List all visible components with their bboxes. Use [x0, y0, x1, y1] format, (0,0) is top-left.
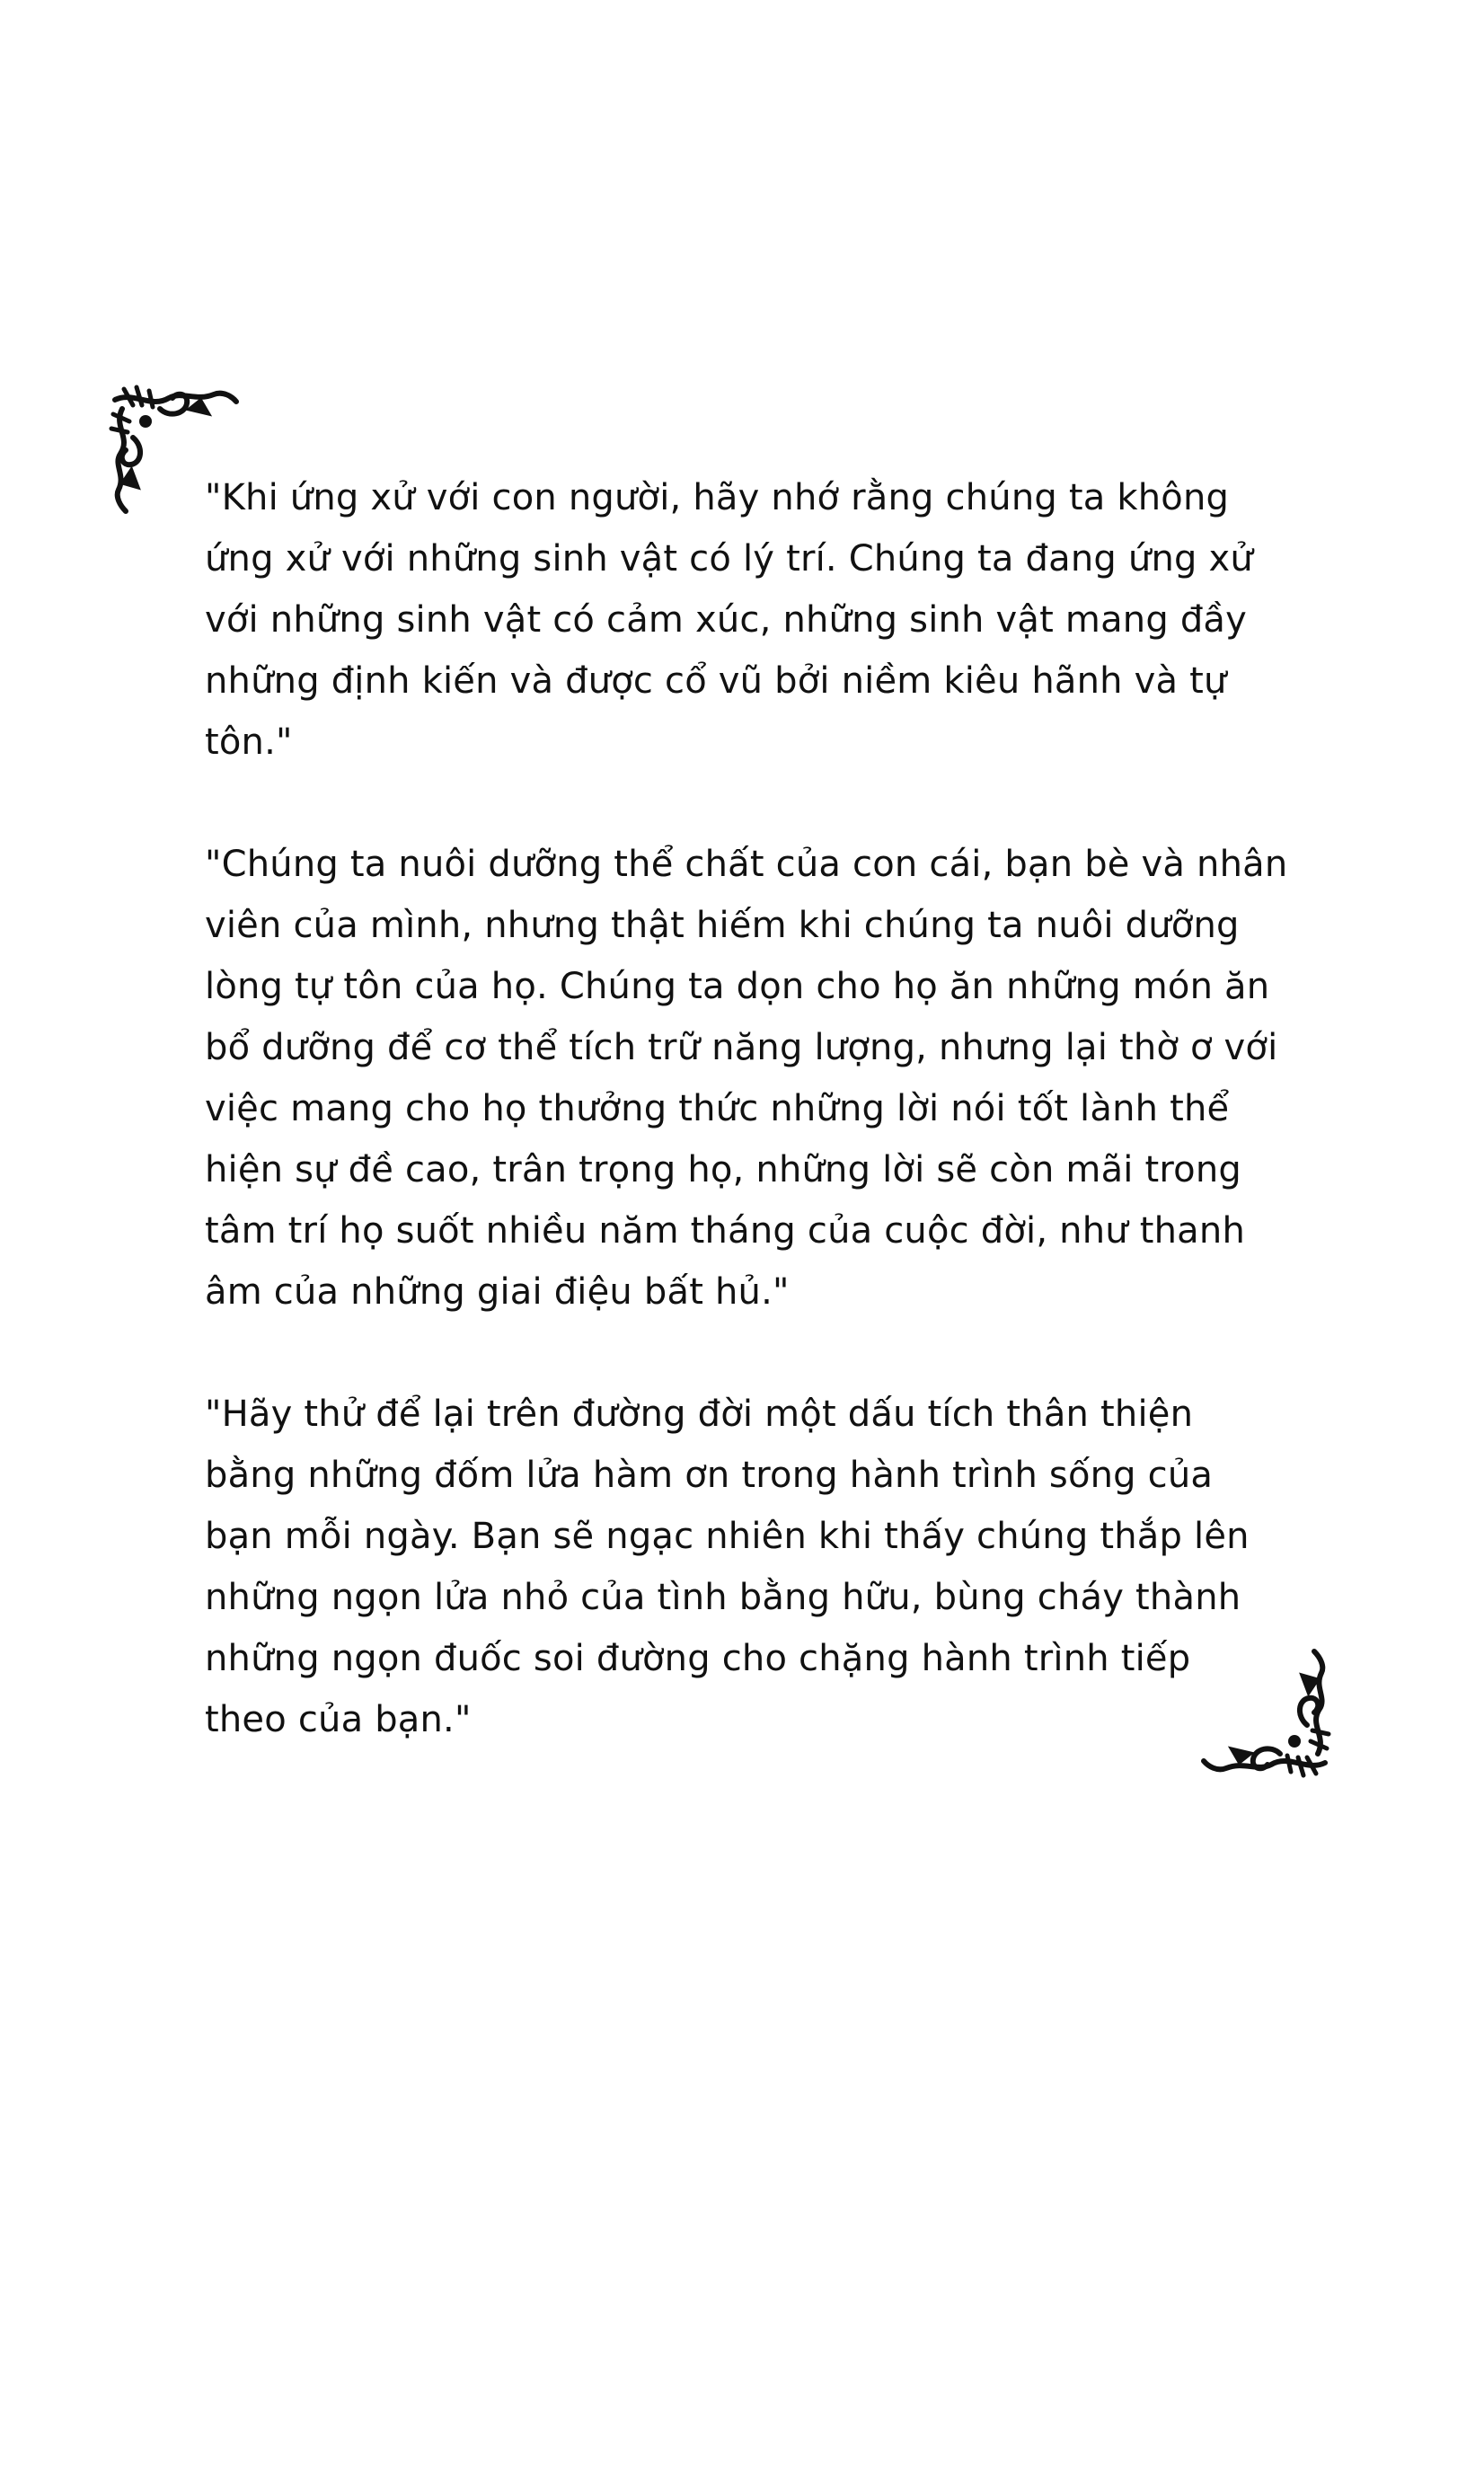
quote-paragraph-2: [205, 834, 1288, 1323]
quote-line: bằng những đốm lửa hàm ơn trong hành trình sống của: [205, 1455, 1214, 1496]
quote-line: "Khi ứng xử với con người, hãy nhớ rằng chúng ta không: [205, 477, 1230, 518]
quote-line: những ngọn lửa nhỏ của tình bằng hữu, bùng cháy thành: [205, 1577, 1241, 1618]
quote-paragraph-3: [205, 1384, 1265, 1750]
corner-flourish-icon: [1199, 1646, 1334, 1781]
quote-line: hiện sự đề cao, trân trọng họ, những lời sẽ còn mãi trong: [205, 1149, 1241, 1190]
quote-line: âm của những giai điệu bất hủ.": [205, 1271, 790, 1313]
quote-line: viên của mình, nhưng thật hiếm khi chúng ta nuôi dưỡng: [205, 905, 1240, 946]
quote-line: tôn.": [205, 721, 293, 763]
quote-line: "Chúng ta nuôi dưỡng thể chất của con cái, bạn bè và nhân: [205, 844, 1288, 885]
quote-line: lòng tự tôn của họ. Chúng ta dọn cho họ ăn những món ăn: [205, 966, 1270, 1007]
quote-line: việc mang cho họ thưởng thức những lời nói tốt lành thể: [205, 1088, 1230, 1129]
quote-line: bổ dưỡng để cơ thể tích trữ năng lượng, nhưng lại thờ ơ với: [205, 1027, 1278, 1068]
quote-paragraph-1: [205, 467, 1265, 773]
quote-line: những định kiến và được cổ vũ bởi niềm kiêu hãnh và tự: [205, 660, 1227, 702]
quote-line: những ngọn đuốc soi đường cho chặng hành trình tiếp: [205, 1638, 1191, 1679]
quote-line: với những sinh vật có cảm xúc, những sinh vật mang đầy: [205, 599, 1248, 641]
quote-line: tâm trí họ suốt nhiều năm tháng của cuộc đời, như thanh: [205, 1210, 1245, 1252]
quote-line: bạn mỗi ngày. Bạn sẽ ngạc nhiên khi thấy chúng thắp lên: [205, 1516, 1250, 1557]
quote-line: ứng xử với những sinh vật có lý trí. Chúng ta đang ứng xử: [205, 538, 1253, 580]
quote-line: "Hãy thử để lại trên đường đời một dấu tích thân thiện: [205, 1394, 1194, 1435]
quote-line: theo của bạn.": [205, 1699, 472, 1740]
quote-list: [205, 467, 1288, 1811]
